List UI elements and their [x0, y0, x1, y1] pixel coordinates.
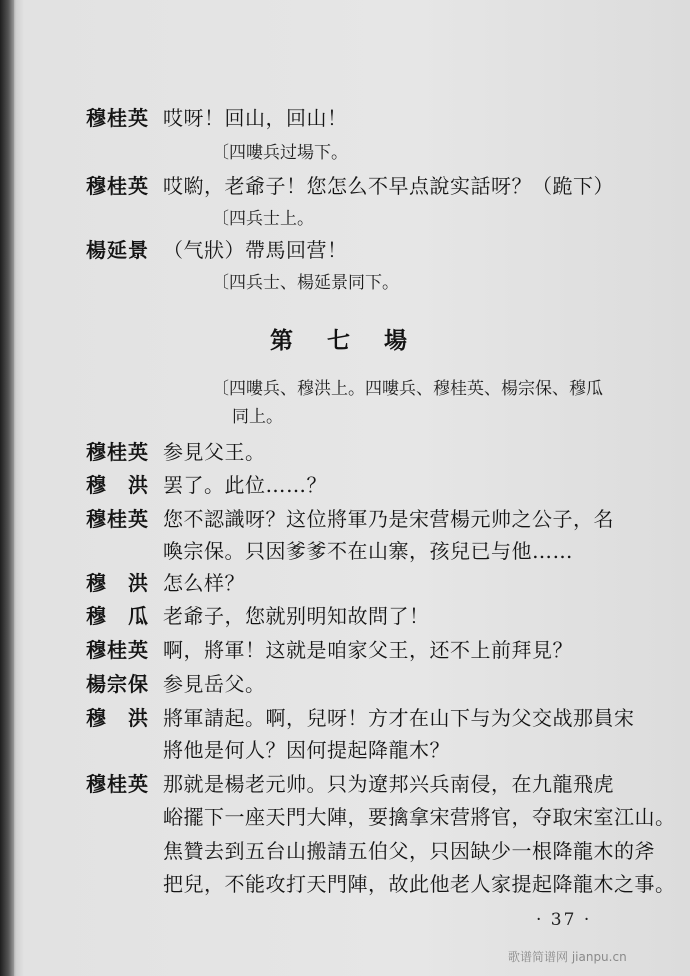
dialogue-line: 喚宗保。只因爹爹不在山寨，孩兒已与他……	[163, 539, 573, 563]
scene-stage-direction: 〔四嘍兵、穆洪上。四嘍兵、穆桂英、楊宗保、穆瓜	[212, 379, 603, 399]
scene-stage-direction: 同上。	[232, 407, 283, 427]
dialogue-line: 哎喲，老爺子！您怎么不早点說实話呀？（跪下）	[163, 174, 614, 198]
stage-direction: 〔四嘍兵过場下。	[212, 143, 348, 163]
dialogue-line: 啊，將軍！这就是咱家父王，还不上前拜見？	[163, 638, 573, 662]
speaker-label: 穆洪	[86, 706, 170, 730]
book-spine-shadow	[0, 0, 14, 976]
dialogue-line: 將他是何人？因何提起降龍木？	[163, 738, 450, 762]
speaker-label: 穆桂英	[86, 440, 149, 464]
speaker-label: 穆桂英	[86, 507, 149, 531]
dialogue-line: 您不認識呀？这位將軍乃是宋营楊元帅之公子，名	[163, 507, 614, 531]
speaker-label: 穆桂英	[86, 106, 149, 130]
stage-direction: 〔四兵士上。	[212, 209, 314, 229]
dialogue-line: （气狀）帶馬回营！	[163, 238, 348, 262]
speaker-label: 穆洪	[86, 473, 170, 497]
dialogue-line: 那就是楊老元帅。只为遼邦兴兵南侵，在九龍飛虎	[163, 772, 614, 796]
dialogue-line: 把兒，不能攻打天門陣，故此他老人家提起降龍木之事。	[163, 872, 676, 896]
dialogue-line: 参見父王。	[163, 440, 266, 464]
dialogue-line: 怎么样？	[163, 571, 245, 595]
dialogue-line: 焦贊去到五台山搬請五伯父，只因缺少一根降龍木的斧	[163, 839, 655, 863]
speaker-label: 楊延景	[86, 238, 149, 262]
watermark: 歌谱简谱网 jianpu.cn	[508, 950, 627, 964]
dialogue-line: 参見岳父。	[163, 672, 266, 696]
stage-direction: 〔四兵士、楊延景同下。	[212, 273, 399, 293]
speaker-label: 穆洪	[86, 571, 170, 595]
scene-title: 第七場	[270, 327, 441, 354]
dialogue-line: 老爺子，您就别明知故問了！	[163, 604, 430, 628]
dialogue-line: 哎呀！回山，回山！	[163, 106, 348, 130]
dialogue-line: 將軍請起。啊，兒呀！方才在山下与为父交战那員宋	[163, 706, 635, 730]
speaker-label: 楊宗保	[86, 672, 149, 696]
dialogue-line: 峪擺下一座天門大陣，要擒拿宋营將官，夺取宋室江山。	[163, 805, 676, 829]
page-number: · 37 ·	[536, 910, 592, 930]
dialogue-line: 罢了。此位……？	[163, 473, 327, 497]
speaker-label: 穆桂英	[86, 638, 149, 662]
speaker-label: 穆瓜	[86, 604, 170, 628]
speaker-label: 穆桂英	[86, 772, 149, 796]
speaker-label: 穆桂英	[86, 174, 149, 198]
